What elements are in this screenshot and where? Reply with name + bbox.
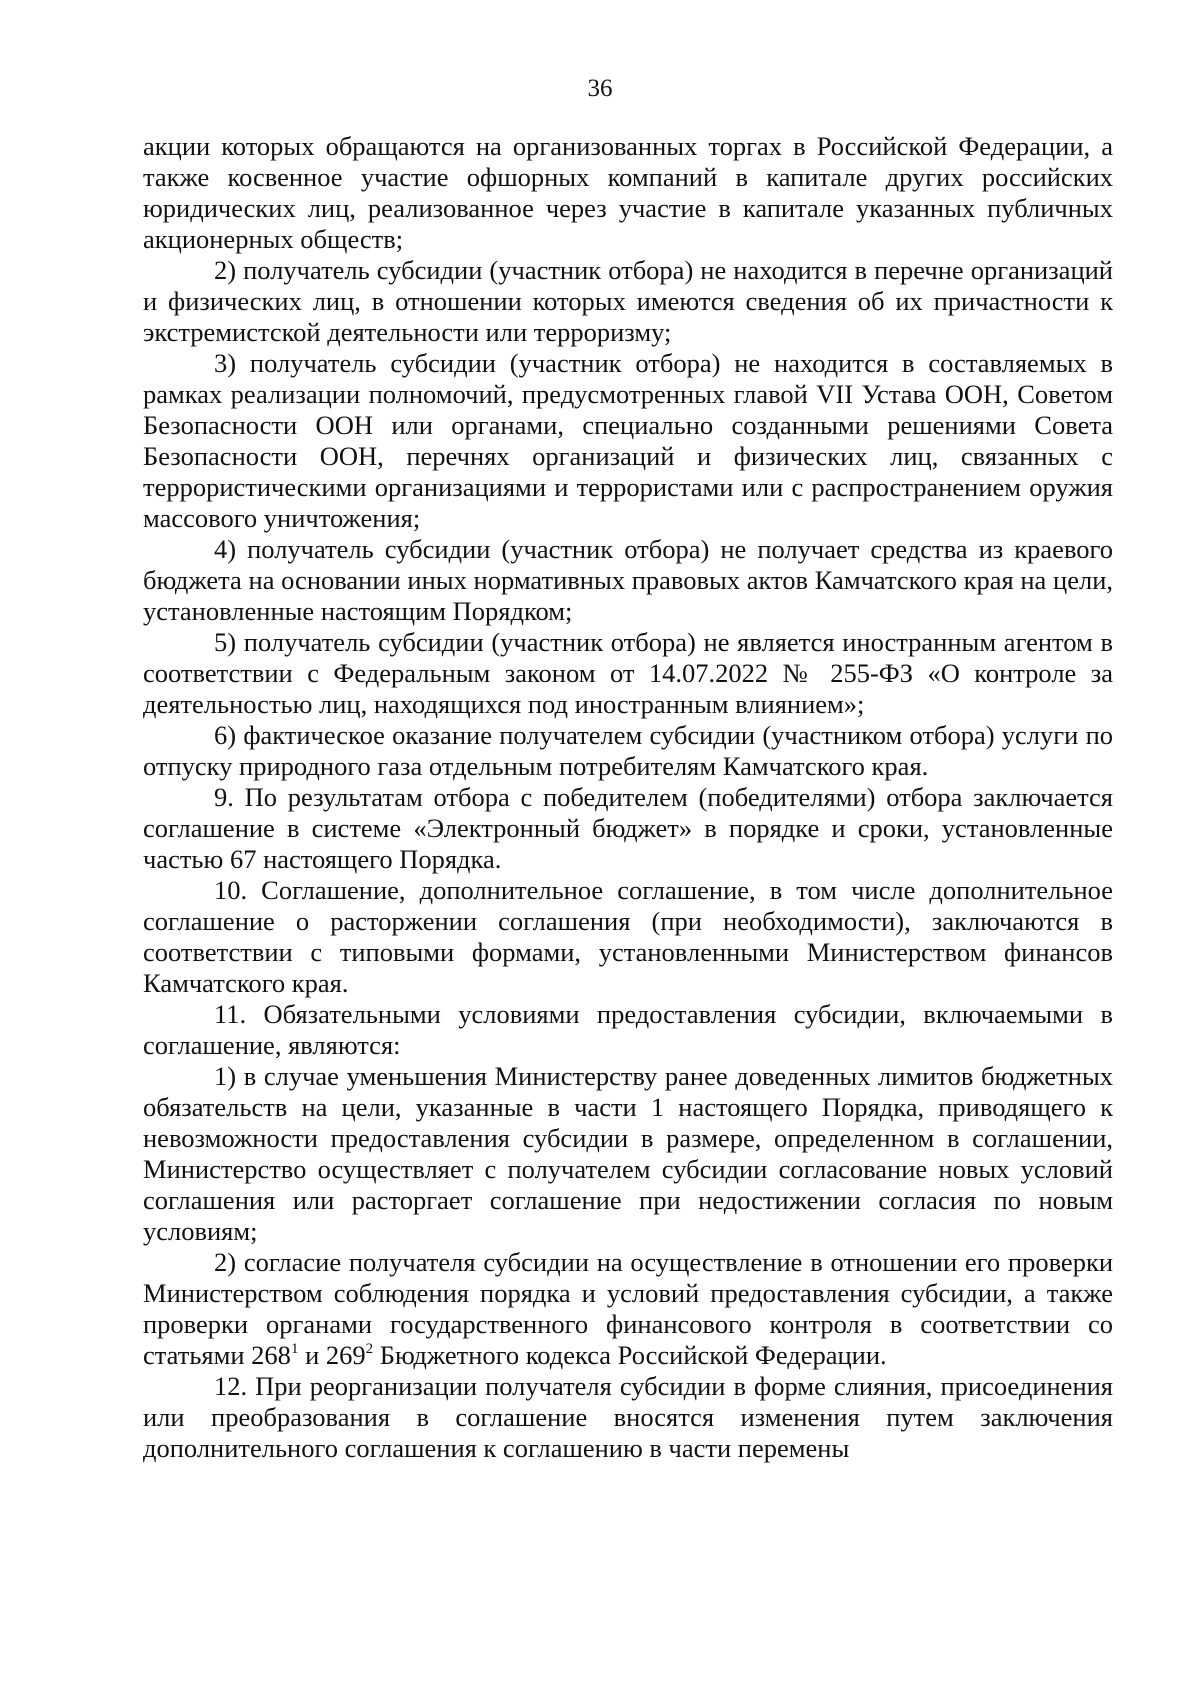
paragraph-item-5: 5) получатель субсидии (участник отбора) не является иностранным агентом в соответствии с Федеральным законом от 14.07.2022 № 255-ФЗ «О контроле за деятельностью лиц, находящихся под иностранным влиянием»; [143,627,1113,719]
paragraph-section-9: 9. По результатам отбора с победителем (победителями) отбора заключается соглашение в системе «Электронный бюджет» в порядке и сроки, установленные частью 67 настоящего Порядка. [143,782,1113,874]
paragraph-section-10: 10. Соглашение, дополнительное соглашение, в том числе дополнительное соглашение о расторжении соглашения (при необходимости), заключаются в соответствии с типовыми формами, установленными Министерством финансов Камчатского края. [143,875,1113,998]
paragraph-text-before: 2) согласие получателя субсидии на осуществление в отношении его проверки Министерством соблюдения порядка и условий предоставления субсидии, а также проверки органами государственного финансового контроля в соответствии со статьями 268 [143,1247,1113,1370]
paragraph-section-12: 12. При реорганизации получателя субсидии в форме слияния, присоединения или преобразования в соглашение вносятся изменения путем заключения дополнительного соглашения к соглашению в части перемены [143,1371,1113,1463]
paragraph-item-3: 3) получатель субсидии (участник отбора) не находится в составляемых в рамках реализации полномочий, предусмотренных главой VII Устава ООН, Советом Безопасности ООН или органами, специально созданными решениями Совета Безопасности ООН, перечнях организаций и физических лиц, связанных с террористическими организациями и террористами или с распространением оружия массового уничтожения; [143,348,1113,533]
paragraph-item-6: 6) фактическое оказание получателем субсидии (участником отбора) услуги по отпуску природного газа отдельным потребителям Камчатского края. [143,720,1113,781]
paragraph-section-11-item-1: 1) в случае уменьшения Министерству ранее доведенных лимитов бюджетных обязательств на цели, указанные в части 1 настоящего Порядка, приводящего к невозможности предоставления субсидии в размере, определенном в соглашении, Министерство осуществляет с получателем субсидии согласование новых условий соглашения или расторгает соглашение при недостижении согласия по новым условиям; [143,1061,1113,1246]
document-body [143,131,1113,1464]
paragraph-text-after: Бюджетного кодекса Российской Федерации. [373,1340,887,1370]
superscript-1: 1 [290,1341,299,1357]
paragraph-continued: акции которых обращаются на организованных торгах в Российской Федерации, а также косвенное участие офшорных компаний в капитале других российских юридических лиц, реализованное через участие в капитале указанных публичных акционерных обществ; [143,131,1113,254]
paragraph-section-11: 11. Обязательными условиями предоставления субсидии, включаемыми в соглашение, являются: [143,999,1113,1060]
page-number: 36 [587,75,613,102]
paragraph-text-middle: и 269 [298,1340,366,1370]
paragraph-item-2: 2) получатель субсидии (участник отбора) не находится в перечне организаций и физических лиц, в отношении которых имеются сведения об их причастности к экстремистской деятельности или терроризму; [143,255,1113,347]
paragraph-item-4: 4) получатель субсидии (участник отбора) не получает средства из краевого бюджета на основании иных нормативных правовых актов Камчатского края на цели, установленные настоящим Порядком; [143,534,1113,626]
paragraph-section-11-item-2 [143,1247,1113,1371]
superscript-2: 2 [365,1341,374,1357]
